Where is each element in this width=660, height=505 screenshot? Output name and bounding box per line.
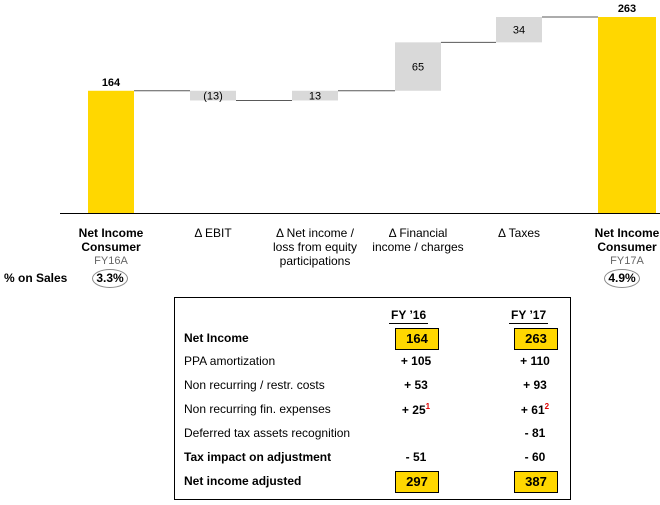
category-label-line: Δ Taxes (497, 226, 541, 240)
row-label: Non recurring fin. expenses (184, 402, 331, 416)
value-fy17: 263 (514, 328, 558, 350)
category-label (56, 226, 166, 268)
category-label-line: Δ EBIT (194, 226, 232, 240)
table-row (175, 351, 570, 373)
data-label: 65 (411, 61, 425, 74)
data-label: 263 (617, 3, 637, 15)
footnote-marker: 2 (544, 402, 550, 411)
value-fy17: + 110 (520, 354, 550, 368)
value-fy16: + 53 (404, 378, 428, 392)
table-row (175, 399, 570, 421)
row-label: Net income adjusted (184, 474, 302, 488)
row-label: Net Income (184, 331, 249, 345)
category-label (260, 226, 370, 268)
category-label-line: Δ Financial (388, 226, 448, 240)
footnote-marker: 1 (425, 402, 431, 411)
value-fy16: - 51 (405, 450, 427, 464)
category-label (158, 226, 268, 240)
value-fy17: - 60 (524, 450, 546, 464)
category-label-line: participations (279, 254, 351, 268)
category-label-line: Consumer (81, 240, 141, 254)
data-label: 34 (512, 24, 526, 37)
data-label: (13) (203, 90, 223, 103)
pct-on-sales-label: % on Sales (4, 271, 68, 285)
value-fy16: 297 (395, 471, 439, 493)
value-fy17: + 93 (523, 378, 547, 392)
row-label: Tax impact on adjustment (184, 450, 332, 464)
col-header-fy16: FY ’16 (391, 308, 427, 322)
category-label (572, 226, 660, 268)
value-fy16: 164 (395, 328, 439, 350)
row-label: Non recurring / restr. costs (184, 378, 325, 392)
category-sublabel: FY17A (610, 255, 644, 267)
table-row (175, 328, 570, 350)
table-row (175, 471, 570, 493)
col-header-fy17: FY ’17 (511, 308, 547, 322)
value-fy16: + 105 (400, 354, 432, 368)
table-row (175, 375, 570, 397)
category-label-line: Consumer (597, 240, 657, 254)
total-bar (598, 17, 656, 213)
pct-on-sales-fy17: 4.9% (604, 269, 640, 288)
category-label-line: Net Income (78, 226, 144, 240)
row-label: PPA amortization (184, 354, 276, 368)
category-sublabel: FY16A (94, 255, 128, 267)
value-fy17: - 81 (524, 426, 546, 440)
row-label: Deferred tax assets recognition (184, 426, 351, 440)
data-label: 164 (101, 76, 121, 89)
table-row (175, 423, 570, 445)
category-label-line: Δ Net income / (275, 226, 355, 240)
value-fy17: 387 (514, 471, 558, 493)
category-label (464, 226, 574, 240)
category-label-line: loss from equity (272, 240, 358, 254)
value-fy17: + 61$^2$ (520, 402, 550, 417)
pct-on-sales-fy16: 3.3% (92, 269, 128, 288)
category-label-line: income / charges (372, 240, 464, 254)
data-label: 13 (308, 90, 322, 103)
adjustment-table (174, 297, 571, 500)
value-fy16: + 25$^1$ (401, 402, 431, 417)
category-label (363, 226, 473, 254)
table-row (175, 447, 570, 469)
category-label-line: Net Income (594, 226, 660, 240)
total-bar (88, 91, 134, 213)
